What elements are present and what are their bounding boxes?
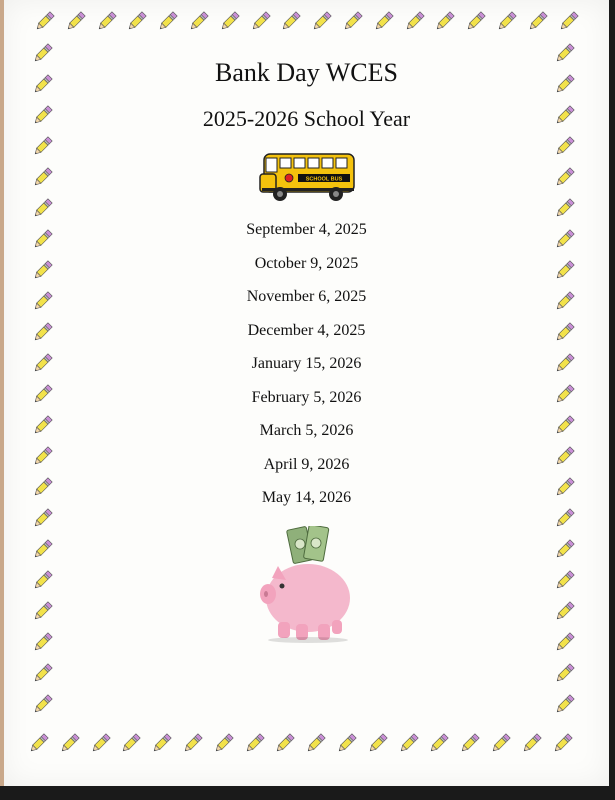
pencil-icon xyxy=(371,8,397,34)
pencil-icon xyxy=(242,730,268,756)
pencil-icon xyxy=(94,8,120,34)
bank-day-date: January 15, 2026 xyxy=(251,355,362,372)
pencil-icon xyxy=(155,8,181,34)
pencil-icon xyxy=(30,536,56,562)
pencil-icon xyxy=(211,730,237,756)
pencil-icon xyxy=(248,8,274,34)
pencil-icon xyxy=(88,730,114,756)
pencil-icon xyxy=(303,730,329,756)
pencil-icon xyxy=(217,8,243,34)
pencil-icon xyxy=(550,730,576,756)
page-title: Bank Day WCES xyxy=(215,58,398,87)
pencil-icon xyxy=(556,8,582,34)
pencil-icon xyxy=(552,629,578,655)
pencil-icon xyxy=(149,730,175,756)
pencil-icon xyxy=(30,660,56,686)
pencil-icon xyxy=(494,8,520,34)
bank-day-date: April 9, 2026 xyxy=(263,455,350,473)
pencil-icon xyxy=(30,164,56,190)
pencil-icon xyxy=(365,730,391,756)
bank-day-date-list xyxy=(4,218,609,520)
bank-day-date: March 5, 2026 xyxy=(259,422,354,439)
bank-day-date: December 4, 2025 xyxy=(247,321,366,339)
pencil-icon xyxy=(63,8,89,34)
pencil-icon xyxy=(552,598,578,624)
pencil-icon xyxy=(32,8,58,34)
pencil-icon xyxy=(124,8,150,34)
pencil-icon xyxy=(519,730,545,756)
school-bus-icon xyxy=(258,148,358,206)
pencil-icon xyxy=(30,567,56,593)
pencil-icon xyxy=(30,629,56,655)
school-year-subtitle: 2025-2026 School Year xyxy=(202,106,411,131)
pencil-icon xyxy=(457,730,483,756)
pencil-icon xyxy=(278,8,304,34)
pencil-icon xyxy=(30,598,56,624)
piggy-bank-icon xyxy=(256,526,356,644)
bank-day-date: February 5, 2026 xyxy=(251,388,362,406)
pencil-icon xyxy=(309,8,335,34)
bank-day-date: May 14, 2026 xyxy=(261,489,352,506)
pencil-icon xyxy=(525,8,551,34)
pencil-icon xyxy=(426,730,452,756)
pencil-icon xyxy=(30,133,56,159)
pencil-icon xyxy=(552,164,578,190)
pencil-icon xyxy=(118,730,144,756)
pencil-icon xyxy=(552,660,578,686)
pencil-icon xyxy=(463,8,489,34)
money-bills-icon xyxy=(286,526,328,564)
bank-day-date: October 9, 2025 xyxy=(254,254,359,272)
pencil-icon xyxy=(396,730,422,756)
bus-label: SCHOOL BUS xyxy=(305,176,343,183)
pencil-icon xyxy=(186,8,212,34)
pencil-icon xyxy=(488,730,514,756)
pencil-icon xyxy=(340,8,366,34)
bank-day-date: September 4, 2025 xyxy=(246,221,367,238)
pencil-icon xyxy=(30,691,56,717)
pencil-icon xyxy=(552,691,578,717)
pencil-icon xyxy=(26,730,52,756)
pencil-icon xyxy=(552,133,578,159)
pencil-icon xyxy=(334,730,360,756)
pencil-icon xyxy=(57,730,83,756)
pencil-icon xyxy=(552,536,578,562)
pencil-icon xyxy=(552,567,578,593)
bank-day-date: November 6, 2025 xyxy=(246,288,367,305)
pencil-icon xyxy=(432,8,458,34)
pencil-icon xyxy=(272,730,298,756)
pencil-icon xyxy=(402,8,428,34)
pencil-icon xyxy=(180,730,206,756)
